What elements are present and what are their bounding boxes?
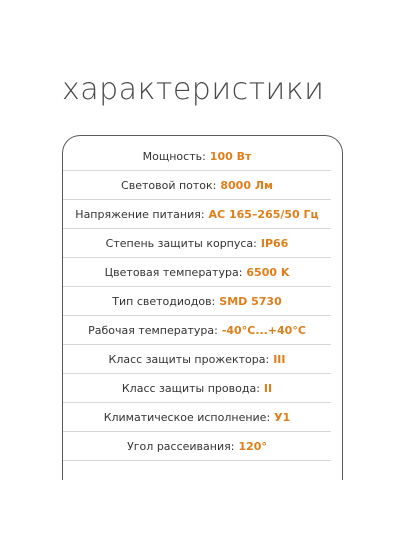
spec-list — [63, 142, 331, 461]
spec-row-ingress-protection — [63, 229, 331, 258]
spec-row-operating-temperature — [63, 316, 331, 345]
spec-value: II — [263, 381, 273, 395]
spec-row-beam-angle — [63, 432, 331, 461]
spec-label: Цветовая температура: — [104, 265, 243, 279]
spec-row-wire-protection-class — [63, 374, 331, 403]
spec-row-luminous-flux — [63, 171, 331, 200]
spec-value: AC 165–265/50 Гц — [208, 207, 319, 221]
spec-label: Климатическое исполнение: — [103, 410, 271, 424]
spec-value: У1 — [274, 410, 291, 424]
spec-value: 120° — [238, 439, 267, 453]
spec-row-climatic-version — [63, 403, 331, 432]
spec-label: Угол рассеивания: — [127, 439, 235, 453]
spec-row-voltage — [63, 200, 331, 229]
spec-value: IP66 — [260, 236, 289, 250]
spec-row-color-temperature — [63, 258, 331, 287]
spec-row-led-type — [63, 287, 331, 316]
spec-value: 6500 K — [246, 265, 290, 279]
spec-value: SMD 5730 — [219, 294, 282, 308]
spec-row-floodlight-protection-class — [63, 345, 331, 374]
spec-value: 8000 Лм — [220, 178, 273, 192]
spec-label: Класс защиты провода: — [121, 381, 260, 395]
page-title: характеристики — [62, 72, 325, 107]
spec-value: -40°C...+40°C — [221, 323, 306, 337]
spec-label: Напряжение питания: — [75, 207, 205, 221]
spec-value: 100 Вт — [209, 149, 252, 163]
spec-value: III — [273, 352, 286, 366]
spec-label: Световой поток: — [121, 178, 217, 192]
spec-label: Рабочая температура: — [88, 323, 218, 337]
spec-label: Мощность: — [142, 149, 206, 163]
spec-label: Тип светодиодов: — [112, 294, 216, 308]
spec-label: Класс защиты прожектора: — [108, 352, 270, 366]
spec-row-power — [63, 142, 331, 171]
spec-label: Степень защиты корпуса: — [105, 236, 257, 250]
